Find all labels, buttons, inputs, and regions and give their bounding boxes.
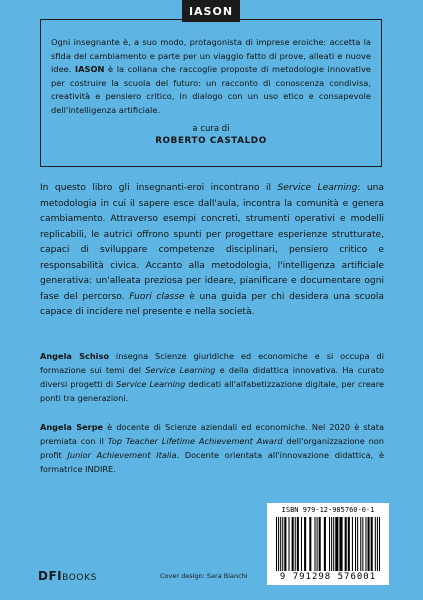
- barcode-bar: [331, 517, 332, 571]
- barcode-bar: [317, 517, 318, 571]
- cover-design-credit: Cover design: Sara Bianchi: [160, 572, 248, 580]
- series-description-box: [40, 19, 382, 167]
- barcode-bar: [345, 517, 347, 571]
- barcode-bar: [329, 517, 330, 571]
- barcode-bar: [309, 517, 311, 571]
- barcode-bar: [357, 517, 358, 571]
- barcode-bar: [324, 517, 326, 571]
- barcode-bar: [371, 517, 373, 571]
- barcode-bar: [319, 517, 321, 571]
- barcode-bar: [375, 517, 376, 571]
- barcode-bar: [335, 517, 338, 571]
- barcode-bar: [365, 517, 366, 571]
- barcode-bar: [352, 517, 353, 571]
- barcode-bar: [297, 517, 299, 571]
- series-name: IASON: [188, 4, 234, 18]
- publisher-logo: DFIBOOKS: [38, 569, 97, 583]
- author-bio-schiso: Angela Schiso insegna Scienze giuridiche ed economiche e si occupa di formazione sui temi del Service Learning e della didattica innovativa. Ha curato diversi progetti di Service Learning dedicati all'alfabetizzazione digitale, per creare ponti tra generazioni.: [40, 351, 385, 403]
- book-title-inline: Fuori classe: [129, 291, 185, 302]
- barcode-bar: [314, 517, 315, 571]
- author-bio-serpe: Angela Serpe è docente di Scienze aziendali ed economiche. Nel 2020 è stata premiata con il Top Teacher Lifetime Achievement Award dell'organizzazione non profit Junior Achievement Italia. Docente orientata all'innovazione didattica, è formatrice INDIRE.: [40, 422, 384, 474]
- barcode-bar: [284, 517, 286, 571]
- barcode-bars: [275, 517, 381, 571]
- barcode-bar: [333, 517, 334, 571]
- book-blurb: In questo libro gli insegnanti-eroi incontrano il Service Learning: una metodologia in cui il sapere esce dall'aula, incontra la comunità e genera cambiamento. Attraverso esempi concreti, strumenti operativi e modelli replicabili, le autrici offrono spunti per progettare esperienze strutturate, capaci di sviluppare competenze disciplinari, pensiero critico e responsabilità civica. Accanto alla metodologia, l'intelligenza artificiale generativa: un'alleata preziosa per ideare, pianificare e documentare ogni fase del percorso. Fuori classe è una guida per chi desidera una scuola capace di incidere nel presente e nella società.: [40, 183, 384, 317]
- barcode-bar: [282, 517, 283, 571]
- series-description: Ogni insegnante è, a suo modo, protagonista di imprese eroiche: accetta la sfida del cambiamento e parte per un viaggio fatto di prove, alleati e nuove idee. IASON è la collana che raccoglie proposte di metodologie innovative per costruire la scuola del futuro: un racconto di conoscenza condivisa, creatività e pensiero critico, in dialogo con un uso etico e consapevole dell'intelligenza artificiale.: [51, 37, 371, 115]
- series-name-inline: IASON: [75, 64, 105, 75]
- barcode-bar: [348, 517, 350, 571]
- barcode-bar: [280, 517, 281, 571]
- curated-by-label: a cura di: [192, 123, 230, 134]
- barcode-bar: [355, 517, 356, 571]
- barcode-bar: [304, 517, 306, 571]
- barcode-bar: [362, 517, 363, 571]
- barcode-bar: [379, 517, 380, 571]
- barcode-bar: [360, 517, 361, 571]
- barcode-bar: [339, 517, 342, 571]
- barcode-bar: [292, 517, 294, 571]
- barcode-bar: [377, 517, 378, 571]
- author-name: Angela Schiso: [40, 351, 109, 361]
- author-name: Angela Serpe: [40, 422, 104, 432]
- barcode-digits: 9 791298 576001: [279, 572, 377, 582]
- isbn-barcode: [267, 503, 389, 585]
- isbn-label: ISBN 979-12-985760-0-1: [281, 506, 375, 514]
- barcode-bar: [276, 517, 277, 571]
- barcode-bar: [368, 517, 370, 571]
- barcode-bar: [288, 517, 289, 571]
- barcode-bar: [278, 517, 279, 571]
- curator-name: ROBERTO CASTALDO: [155, 135, 267, 146]
- barcode-bar: [301, 517, 302, 571]
- barcode-bar: [295, 517, 296, 571]
